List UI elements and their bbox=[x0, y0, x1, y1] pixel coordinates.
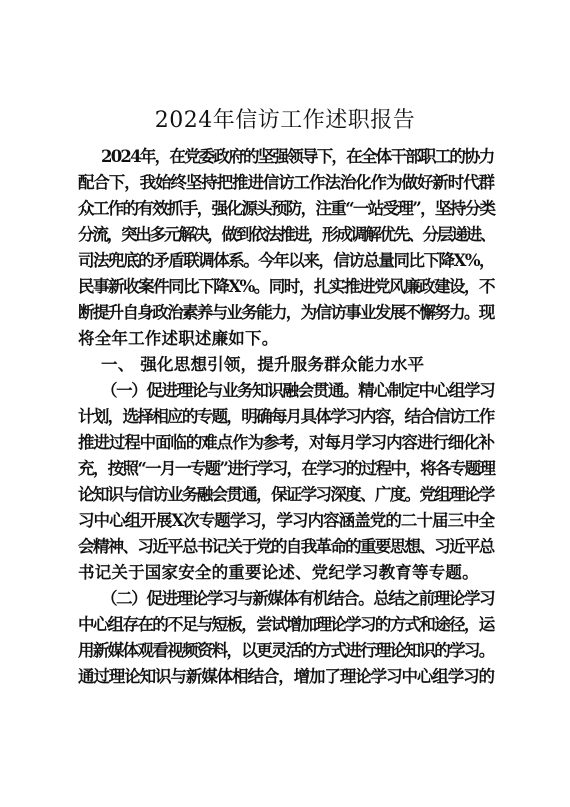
paragraph-line: 断提升自身政治素养与业务能力，为信访事业发展不懈努力。现 bbox=[78, 303, 494, 322]
paragraph-line: 分流，突出多元解决，做到依法推进，形成调解优先、分层递进、 bbox=[78, 225, 495, 244]
paragraph-line: 论知识与信访业务融会贯通，保证学习深度、广度。党组理论学 bbox=[78, 485, 494, 504]
paragraph-line: 民事新收案件同比下降X%。同时，扎实推进党风廉政建设，不 bbox=[78, 277, 495, 296]
paragraph-line: 书记关于国家安全的重要论述、党纪学习教育等专题。 bbox=[78, 563, 479, 582]
paragraph-line: 2024年，在党委政府的坚强领导下，在全体干部职工的协力 bbox=[101, 147, 494, 166]
paragraph-line: 中心组存在的不足与短板，尝试增加理论学习的方式和途径，运 bbox=[78, 615, 494, 634]
paragraph-line: 通过理论知识与新媒体相结合，增加了理论学习中心组学习的 bbox=[78, 667, 494, 686]
paragraph-line: 司法兜底的矛盾联调体系。今年以来，信访总量同比下降X%， bbox=[78, 251, 495, 270]
paragraph-line: 众工作的有效抓手，强化源头预防，注重“一站受理”，坚持分类 bbox=[78, 199, 495, 218]
paragraph-line: 充，按照“一月一专题”进行学习，在学习的过程中，将各专题理 bbox=[78, 459, 495, 478]
paragraph-line: 计划，选择相应的专题，明确每月具体学习内容，结合信访工作 bbox=[78, 407, 494, 426]
paragraph-line: （一）促进理论与业务知识融会贯通。精心制定中心组学习 bbox=[101, 381, 495, 400]
paragraph-line: 习中心组开展X次专题学习，学习内容涵盖党的二十届三中全 bbox=[78, 511, 495, 530]
paragraph-line: 推进过程中面临的难点作为参考，对每月学习内容进行细化补 bbox=[78, 433, 494, 452]
document-title: 2024年信访工作述职报告 bbox=[154, 108, 416, 133]
paragraph-line: 配合下，我始终坚持把推进信访工作法治化作为做好新时代群 bbox=[78, 173, 494, 192]
paragraph-line: （二）促进理论学习与新媒体有机结合。总结之前理论学习 bbox=[101, 589, 495, 608]
section-heading: 一、 强化思想引领，提升服务群众能力水平 bbox=[101, 355, 425, 374]
paragraph-line: 用新媒体观看视频资料，以更灵活的方式进行理论知识的学习。 bbox=[78, 641, 494, 660]
paragraph-line: 将全年工作述职述廉如下。 bbox=[78, 329, 279, 348]
paragraph-line: 会精神、习近平总书记关于党的自我革命的重要思想、习近平总 bbox=[78, 537, 494, 556]
